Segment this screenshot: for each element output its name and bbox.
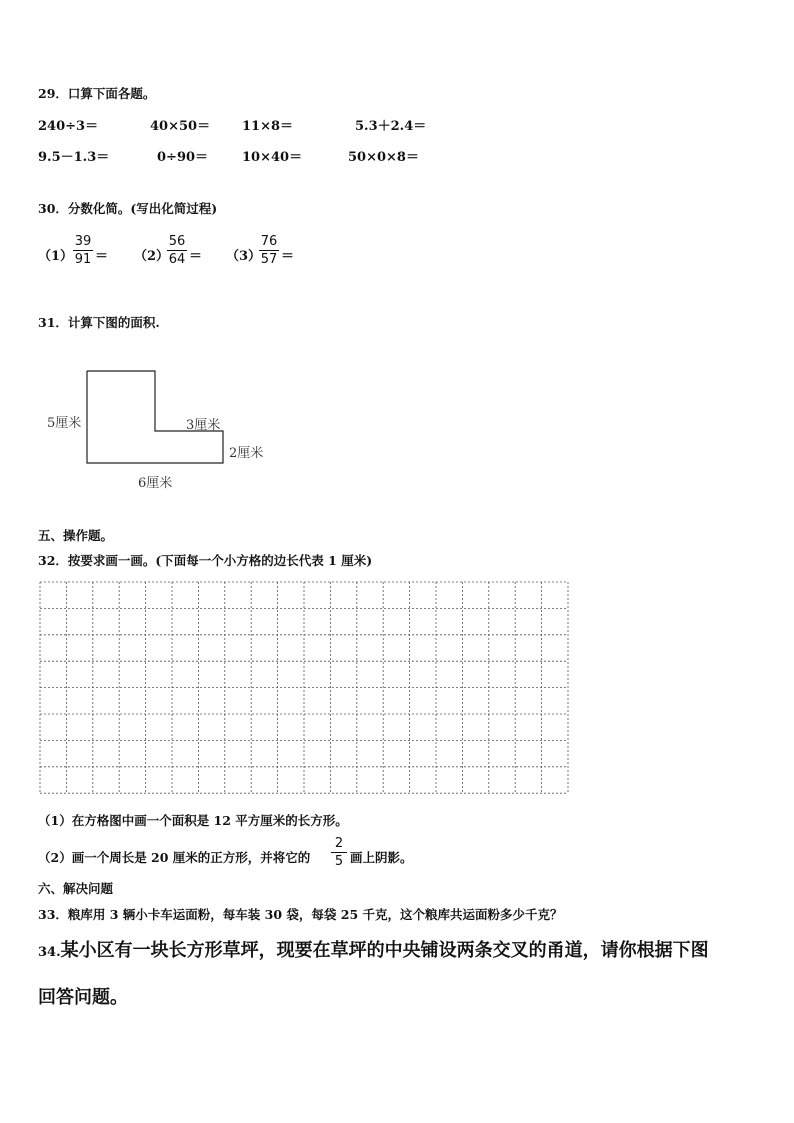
q34-line-1 (38, 936, 709, 962)
fraction-numerator: 39 (74, 234, 92, 249)
q29-item-3: 11×8＝ (242, 119, 294, 134)
fraction-bar (259, 250, 279, 251)
fraction-bar (167, 250, 187, 251)
square-grid[interactable] (36, 578, 572, 798)
fraction-numerator: 2 (334, 836, 344, 851)
q29-item-2: 40×50＝ (150, 119, 211, 134)
q32-sub1: （1）在方格图中画一个面积是 12 平方厘米的长方形。 (38, 813, 348, 828)
q32-fraction (330, 836, 348, 869)
fraction-numerator: 56 (168, 234, 186, 249)
q30-title: 30．分数化简。(写出化简过程) (38, 201, 218, 216)
q29-item-6: 0÷90＝ (157, 150, 209, 165)
q34-number: 34. (38, 945, 61, 960)
q30-equals-3: ＝ (281, 249, 295, 264)
q31-label-right: 2厘米 (229, 446, 264, 461)
fraction-bar (73, 250, 93, 251)
q29-item-4: 5.3＋2.4＝ (355, 119, 427, 134)
q31-title: 31．计算下图的面积. (38, 315, 160, 330)
q29-title: 29．口算下面各题。 (38, 86, 156, 101)
q29-item-1: 240÷3＝ (38, 119, 99, 134)
section-6-heading: 六、解决问题 (38, 881, 114, 896)
q30-label-2: （2） (134, 249, 170, 264)
q29-item-5: 9.5－1.3＝ (38, 150, 110, 165)
q34-text-1: 某小区有一块长方形草坪，现要在草坪的中央铺设两条交叉的甬道，请你根据下图 (60, 940, 709, 961)
section-5-heading: 五、操作题。 (38, 528, 114, 543)
q34-line-2: 回答问题。 (38, 987, 128, 1008)
q30-fraction-1 (72, 234, 94, 267)
fraction-numerator: 76 (260, 234, 278, 249)
q29-item-7: 10×40＝ (242, 150, 303, 165)
fraction-denominator: 5 (334, 854, 344, 869)
q31-label-left: 5厘米 (47, 416, 82, 431)
q31-label-inner: 3厘米 (186, 418, 221, 433)
q31-label-bottom: 6厘米 (138, 476, 173, 491)
q30-label-1: （1） (38, 249, 74, 264)
q30-fraction-3 (258, 234, 280, 267)
fraction-denominator: 64 (168, 252, 186, 267)
q32-title: 32．按要求画一画。(下面每一个小方格的边长代表 1 厘米) (38, 553, 373, 568)
q29-item-8: 50×0×8＝ (348, 150, 419, 165)
q30-equals-2: ＝ (189, 249, 203, 264)
q30-fraction-2 (166, 234, 188, 267)
q33-text: 33．粮库用 3 辆小卡车运面粉，每车装 30 袋，每袋 25 千克，这个粮库共运面粉多少千克？ (38, 907, 563, 922)
fraction-denominator: 57 (260, 252, 278, 267)
fraction-denominator: 91 (74, 252, 92, 267)
q32-sub2-text: （2）画一个周长是 20 厘米的正方形，并将它的 (38, 850, 311, 865)
q30-label-3: （3） (226, 249, 262, 264)
q32-sub2-tail: 画上阴影。 (350, 850, 413, 865)
q30-equals-1: ＝ (95, 249, 109, 264)
fraction-bar (331, 852, 347, 853)
